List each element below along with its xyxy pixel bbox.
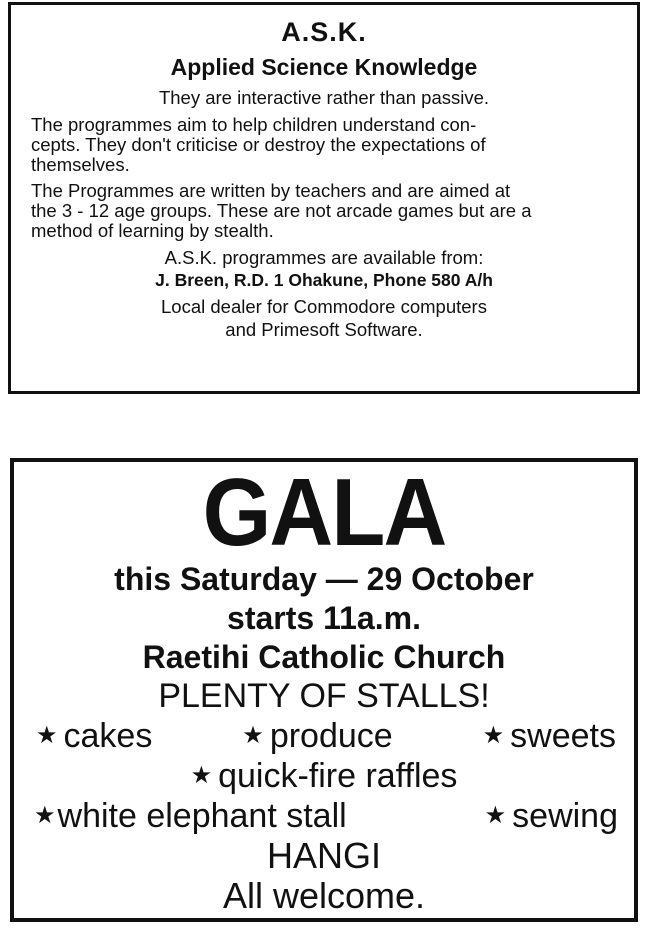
stall-item — [191, 757, 458, 795]
stall-item-label: quick-fire raffles — [218, 757, 458, 795]
star-icon: ★ — [190, 761, 213, 789]
ask-paragraph-line: the 3 - 12 age groups. These are not arcade games but are a — [31, 200, 532, 221]
ask-intro: They are interactive rather than passive. — [158, 87, 490, 108]
stall-item-label: white elephant stall — [57, 797, 347, 835]
star-icon: ★ — [36, 721, 58, 749]
stall-item — [36, 716, 152, 756]
stall-item-label: produce — [269, 717, 393, 755]
star-icon: ★ — [482, 721, 505, 749]
star-icon: ★ — [242, 721, 264, 749]
gala-date: this Saturday — 29 October — [114, 561, 534, 597]
ask-subtitle: Applied Science Knowledge — [170, 54, 478, 80]
ask-paragraph-line: themselves. — [31, 154, 130, 175]
gala-hangi: HANGI — [266, 835, 381, 876]
ask-paragraph-line: cepts. They don't criticise or destroy the expectations of — [31, 134, 486, 155]
ask-paragraph-aims — [31, 115, 617, 175]
stall-item-label: cakes — [63, 717, 153, 755]
stall-item-label: sweets — [510, 717, 616, 755]
gala-welcome: All welcome. — [222, 875, 426, 916]
ask-dealer-line: Local dealer for Commodore computers — [161, 296, 487, 317]
gala-title: GALA — [202, 459, 446, 566]
gala-items-row — [14, 796, 634, 836]
ask-paragraph-line: method of learning by stealth. — [31, 220, 274, 241]
stall-item — [34, 796, 347, 836]
gala-stalls-heading: PLENTY OF STALLS! — [158, 677, 490, 715]
ask-paragraph-line: The Programmes are written by teachers and are aimed at — [31, 180, 511, 201]
gala-time: starts 11a.m. — [227, 600, 421, 636]
gala-items-row — [14, 716, 634, 756]
stall-item-label: sewing — [512, 797, 618, 835]
ask-paragraph-line: The programmes aim to help children understand con- — [31, 114, 477, 135]
gala-items-row — [14, 756, 634, 796]
star-icon: ★ — [34, 801, 56, 829]
ask-dealer-line: and Primesoft Software. — [225, 319, 423, 340]
ask-title: A.S.K. — [281, 17, 367, 47]
ask-contact: J. Breen, R.D. 1 Ohakune, Phone 580 A/h — [155, 270, 493, 290]
stall-item — [485, 796, 618, 836]
ask-dealer — [31, 295, 617, 341]
gala-advertisement — [10, 458, 638, 922]
ask-paragraph-authors — [31, 181, 617, 241]
gala-venue: Raetihi Catholic Church — [142, 639, 506, 675]
stall-item — [483, 716, 616, 756]
stall-item — [242, 716, 392, 756]
star-icon: ★ — [484, 801, 507, 829]
ask-availability: A.S.K. programmes are available from: — [164, 247, 484, 268]
ask-advertisement — [8, 2, 640, 394]
